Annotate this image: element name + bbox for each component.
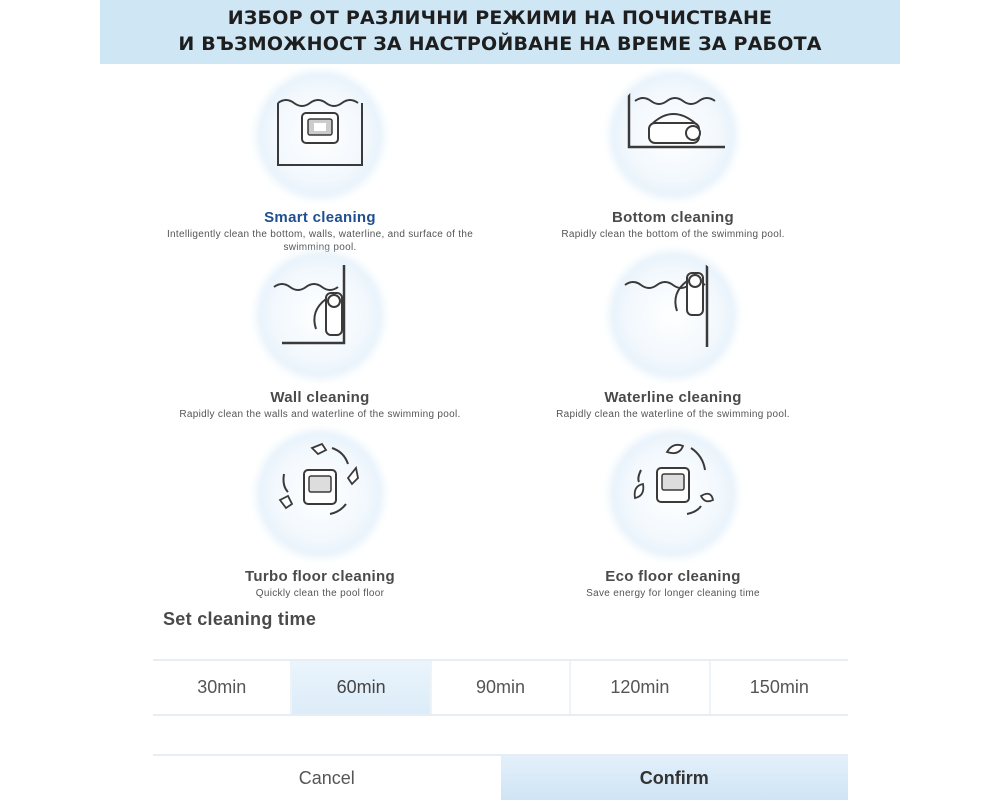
- mode-title: Eco floor cleaning: [605, 568, 741, 585]
- mode-smart-cleaning[interactable]: [155, 75, 485, 254]
- time-option-120[interactable]: 120min: [571, 661, 710, 714]
- mode-bottom-cleaning[interactable]: [508, 75, 838, 241]
- wall-cleaning-icon: [260, 255, 380, 375]
- pool-robot-icon: [260, 75, 380, 195]
- mode-description: Save energy for longer cleaning time: [586, 588, 760, 599]
- mode-description: Quickly clean the pool floor: [255, 588, 385, 599]
- time-option-60[interactable]: 60min: [292, 661, 431, 714]
- confirm-button[interactable]: Confirm: [501, 756, 849, 800]
- waterline-cleaning-icon: [613, 255, 733, 375]
- turbo-rocket-icon: [260, 434, 380, 554]
- time-option-150[interactable]: 150min: [711, 661, 848, 714]
- header-banner: [100, 0, 900, 64]
- mode-title: Bottom cleaning: [611, 209, 734, 226]
- time-option-90[interactable]: 90min: [432, 661, 571, 714]
- mode-waterline-cleaning[interactable]: [508, 255, 838, 421]
- cleaning-time-title: Set cleaning time: [163, 609, 317, 629]
- bottom-cleaning-icon: [613, 75, 733, 195]
- banner-line-1: ИЗБОР ОТ РАЗЛИЧНИ РЕЖИМИ НА ПОЧИСТВАНЕ: [227, 7, 773, 29]
- mode-eco-floor-cleaning[interactable]: [508, 434, 838, 600]
- time-option-30[interactable]: 30min: [153, 661, 292, 714]
- mode-title: Wall cleaning: [270, 389, 370, 406]
- mode-title: Turbo floor cleaning: [245, 568, 395, 585]
- mode-description: Intelligently clean the bottom, walls, waterline, and surface of the swimming pool.: [166, 229, 474, 253]
- mode-title: Waterline cleaning: [604, 389, 742, 406]
- cancel-button[interactable]: Cancel: [298, 767, 355, 788]
- mode-description: Rapidly clean the bottom of the swimming pool.: [561, 229, 785, 240]
- mode-title: Smart cleaning: [264, 209, 376, 226]
- mode-description: Rapidly clean the walls and waterline of the swimming pool.: [179, 409, 461, 420]
- mode-turbo-floor-cleaning[interactable]: [155, 434, 485, 600]
- mode-description: Rapidly clean the waterline of the swimming pool.: [556, 409, 790, 420]
- mode-wall-cleaning[interactable]: [155, 255, 485, 421]
- banner-line-2: И ВЪЗМОЖНОСТ ЗА НАСТРОЙВАНЕ НА ВРЕМЕ ЗА РАБОТА: [178, 33, 822, 55]
- eco-leaf-icon: [613, 434, 733, 554]
- action-bar: [153, 754, 848, 800]
- cleaning-time-selector: [153, 659, 848, 716]
